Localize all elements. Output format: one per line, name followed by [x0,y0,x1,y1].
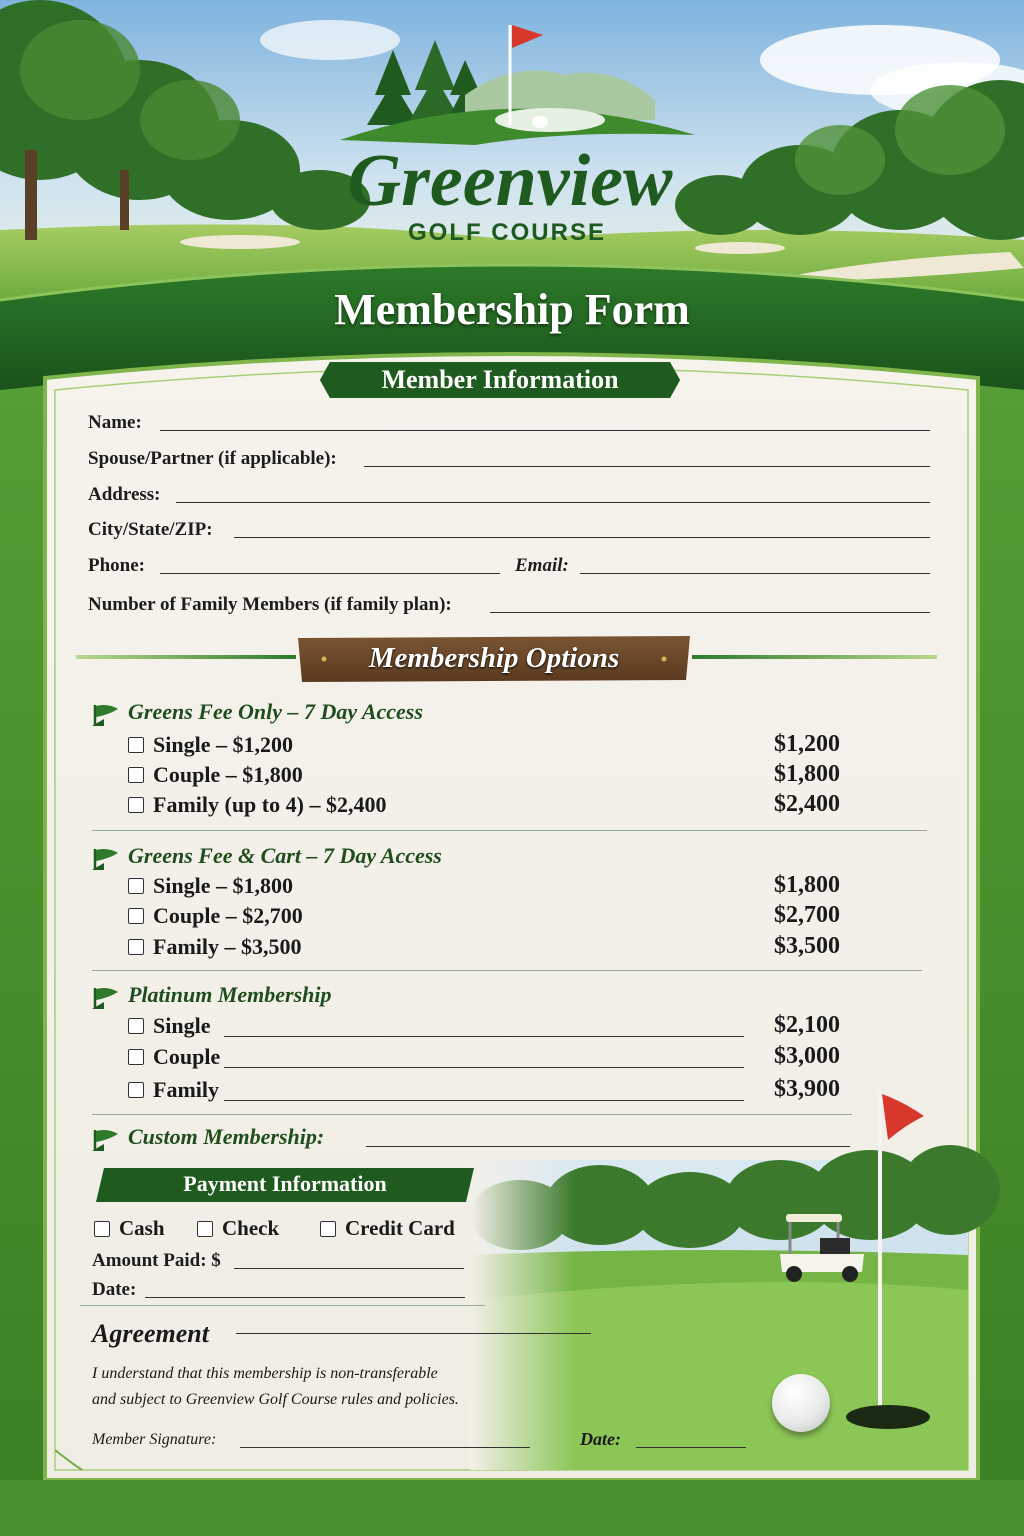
payment-method-label: Cash [119,1216,165,1240]
option-row[interactable] [128,1077,219,1103]
pin-flag-icon [512,25,543,48]
option-row[interactable] [128,1044,220,1070]
family-count-field[interactable] [490,612,930,613]
address-label: Address: [88,484,161,505]
options-heading: Membership Options [368,642,620,674]
spouse-field[interactable] [364,466,930,467]
signature-field[interactable] [240,1447,530,1448]
spouse-label: Spouse/Partner (if applicable): [88,448,337,469]
pin-flag-icon [868,1088,938,1428]
agreement-rule [236,1333,591,1334]
phone-field[interactable] [160,573,500,574]
option-price: $2,100 [774,1012,840,1038]
option-label: Family – $3,500 [153,934,302,959]
checkbox-icon[interactable] [197,1221,213,1237]
amount-paid-label: Amount Paid: $ [92,1250,221,1271]
logo-name: Greenview [347,140,673,222]
payment-method-label: Credit Card [345,1216,455,1240]
city-state-zip-label: City/State/ZIP: [88,519,213,540]
option-row[interactable] [128,792,386,818]
option-price: $3,500 [774,933,840,959]
option-price: $1,800 [774,872,840,898]
golf-ball-icon [772,1374,830,1432]
section-divider [92,970,922,971]
checkbox-icon[interactable] [128,908,144,924]
member-info-heading: Member Information [381,365,619,394]
custom-membership-label: Custom Membership: [128,1124,325,1149]
option-label: Family [153,1077,219,1102]
checkbox-icon[interactable] [128,939,144,955]
option-price: $1,200 [774,731,840,757]
payment-cash[interactable] [94,1216,165,1241]
name-label: Name: [88,412,142,433]
option-fill-line[interactable] [224,1067,744,1068]
golf-cart-icon [776,1212,868,1286]
option-label: Family (up to 4) – $2,400 [153,792,387,817]
group-title-greens-fee-cart: Greens Fee & Cart – 7 Day Access [128,843,442,868]
name-field[interactable] [160,430,930,431]
address-field[interactable] [176,502,930,503]
option-label: Couple [153,1044,221,1069]
checkbox-icon[interactable] [128,878,144,894]
option-price: $1,800 [774,761,840,787]
option-row[interactable] [128,903,303,929]
option-row[interactable] [128,732,293,758]
amount-paid-field[interactable] [234,1268,464,1269]
checkbox-icon[interactable] [128,1018,144,1034]
flag-icon [92,847,122,871]
agreement-text-line1: I understand that this membership is non-transferable [92,1365,438,1382]
payment-check[interactable] [197,1216,279,1241]
checkbox-icon[interactable] [128,767,144,783]
checkbox-icon[interactable] [128,1049,144,1065]
checkbox-icon[interactable] [94,1221,110,1237]
signature-date-field[interactable] [636,1447,746,1448]
checkbox-icon[interactable] [128,737,144,753]
agreement-text-line2: and subject to Greenview Golf Course rules and policies. [92,1391,459,1408]
payment-heading: Payment Information [183,1171,387,1196]
section-divider [92,830,927,831]
option-fill-line[interactable] [224,1036,744,1037]
group-title-platinum: Platinum Membership [128,982,332,1007]
option-price: $2,700 [774,902,840,928]
signature-label: Member Signature: [92,1431,217,1448]
greenview-logo [315,20,705,250]
option-row[interactable] [128,934,302,960]
option-label: Single [153,1013,211,1038]
flag-icon [92,1128,122,1152]
option-row[interactable] [128,873,293,899]
option-label: Single – $1,200 [153,732,293,757]
payment-date-label: Date: [92,1279,137,1300]
golf-hole [846,1405,930,1429]
phone-label: Phone: [88,555,145,576]
custom-membership-field[interactable] [366,1146,850,1147]
payment-credit-card[interactable] [320,1216,455,1241]
family-count-label: Number of Family Members (if family plan): [88,594,452,615]
option-row[interactable] [128,1013,210,1039]
city-state-zip-field[interactable] [234,537,930,538]
option-label: Couple – $2,700 [153,903,303,928]
email-field[interactable] [580,573,930,574]
option-label: Single – $1,800 [153,873,293,898]
option-price: $3,000 [774,1043,840,1069]
agreement-heading: Agreement [92,1319,209,1348]
option-price: $3,900 [774,1076,840,1102]
flag-icon [92,703,122,727]
form-title: Membership Form [334,285,690,334]
checkbox-icon[interactable] [128,797,144,813]
option-fill-line[interactable] [224,1100,744,1101]
section-divider [80,1305,485,1306]
section-divider [92,1114,852,1115]
flag-icon [92,986,122,1010]
checkbox-icon[interactable] [128,1082,144,1098]
payment-date-field[interactable] [145,1297,465,1298]
options-heading-rule-right [692,655,937,659]
signature-date-label: Date: [580,1429,621,1449]
options-heading-rule-left [76,655,296,659]
checkbox-icon[interactable] [320,1221,336,1237]
email-label: Email: [515,555,569,576]
option-label: Couple – $1,800 [153,762,303,787]
group-title-greens-fee-only: Greens Fee Only – 7 Day Access [128,699,423,724]
logo-subtitle: GOLF COURSE [407,219,607,246]
payment-method-label: Check [222,1216,280,1240]
option-price: $2,400 [774,791,840,817]
option-row[interactable] [128,762,303,788]
